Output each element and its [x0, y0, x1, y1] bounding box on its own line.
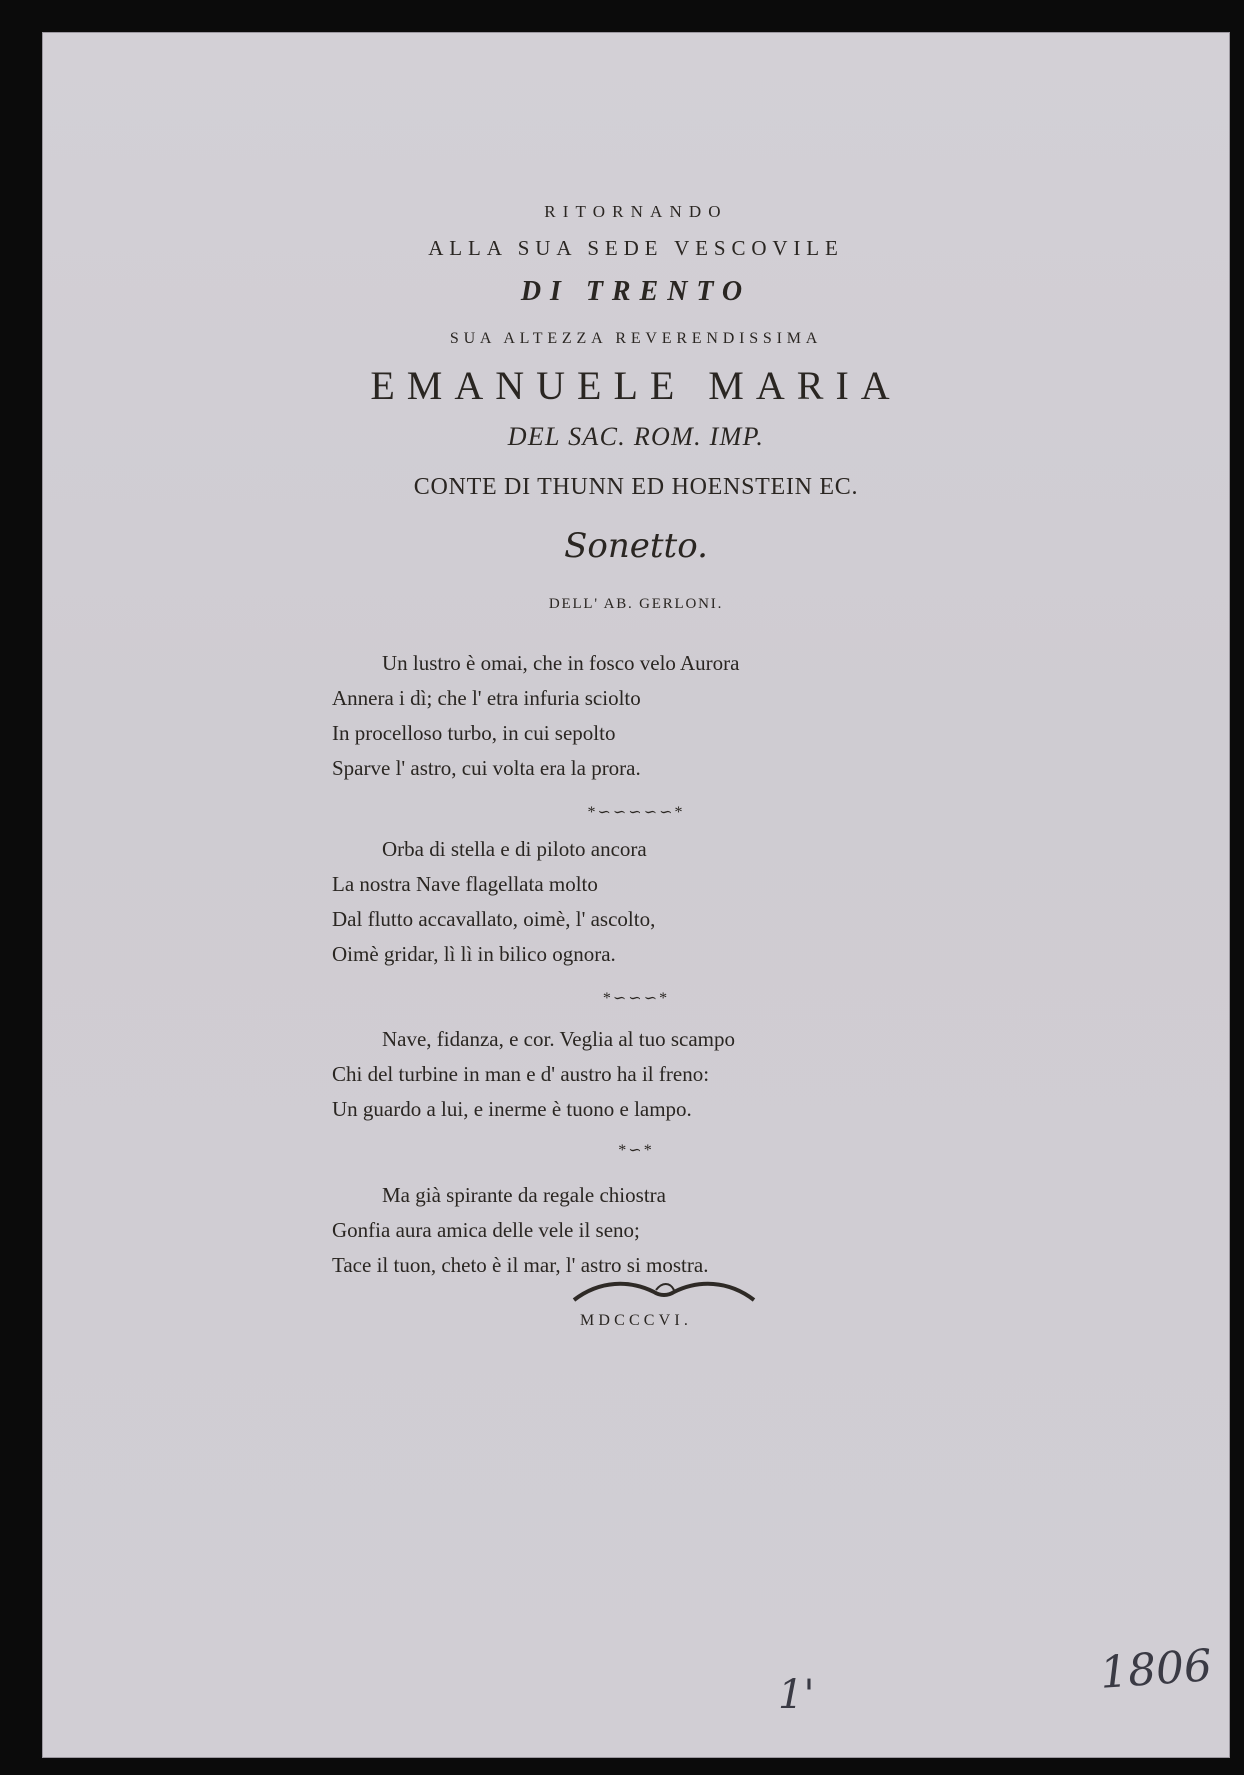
verse-line: Un guardo a lui, e inerme è tuono e lampo. — [332, 1097, 692, 1121]
verse-line: In procelloso turbo, in cui sepolto — [332, 721, 616, 745]
verse-line: Nave, fidanza, e cor. Veglia al tuo scampo — [382, 1027, 735, 1051]
verse-line: Orba di stella e di piloto ancora — [382, 837, 647, 861]
stanza-2 — [332, 832, 972, 972]
imprint-year: MDCCCVI. — [580, 1312, 692, 1329]
handwritten-date: 1806 — [1098, 1640, 1214, 1699]
stanza-1 — [332, 646, 972, 786]
flourish-ornament — [570, 1278, 758, 1308]
verse-line: Tace il tuon, cheto è il mar, l' astro si mostra. — [332, 1253, 709, 1277]
verse-line: Gonfia aura amica delle vele il seno; — [332, 1218, 640, 1242]
verse-line: Annera i dì; che l' etra infuria sciolto — [332, 686, 641, 710]
heading-di-trento: DI TRENTO — [520, 276, 752, 307]
heading-sede-vescovile: ALLA SUA SEDE VESCOVILE — [428, 236, 844, 260]
verse-line: Chi del turbine in man e d' austro ha il freno: — [332, 1062, 710, 1086]
stanza-4 — [332, 1178, 972, 1283]
verse-line: Oimè gridar, lì lì in bilico ognora. — [332, 942, 616, 966]
heading-conte-di-thunn: CONTE DI THUNN ED HOENSTEIN EC. — [413, 474, 859, 500]
printed-sheet — [42, 32, 1230, 1758]
ornament-divider-1: *∽∽∽∽∽* — [587, 804, 685, 821]
heading-sua-altezza: SUA ALTEZZA REVERENDISSIMA — [449, 330, 823, 347]
stanza-3 — [332, 1022, 972, 1127]
ornament-divider-2: *∽∽∽* — [602, 990, 670, 1007]
handwritten-mark: 1' — [778, 1672, 815, 1718]
genre-sonetto: Sonetto. — [564, 526, 708, 566]
heading-ritornando: RITORNANDO — [544, 202, 728, 221]
verse-line: Sparve l' astro, cui volta era la prora. — [332, 756, 641, 780]
verse-line: La nostra Nave flagellata molto — [332, 872, 598, 896]
verse-line: Ma già spirante da regale chiostra — [382, 1183, 666, 1207]
heading-del-sac-rom-imp: DEL SAC. ROM. IMP. — [507, 422, 765, 451]
verse-line: Un lustro è omai, che in fosco velo Aurora — [382, 651, 740, 675]
ornament-divider-3: *∽* — [618, 1142, 654, 1159]
author-line: DELL' AB. GERLONI. — [548, 596, 724, 612]
verse-line: Dal flutto accavallato, oimè, l' ascolto, — [332, 907, 656, 931]
heading-emanuele-maria: EMANUELE MARIA — [370, 363, 902, 408]
